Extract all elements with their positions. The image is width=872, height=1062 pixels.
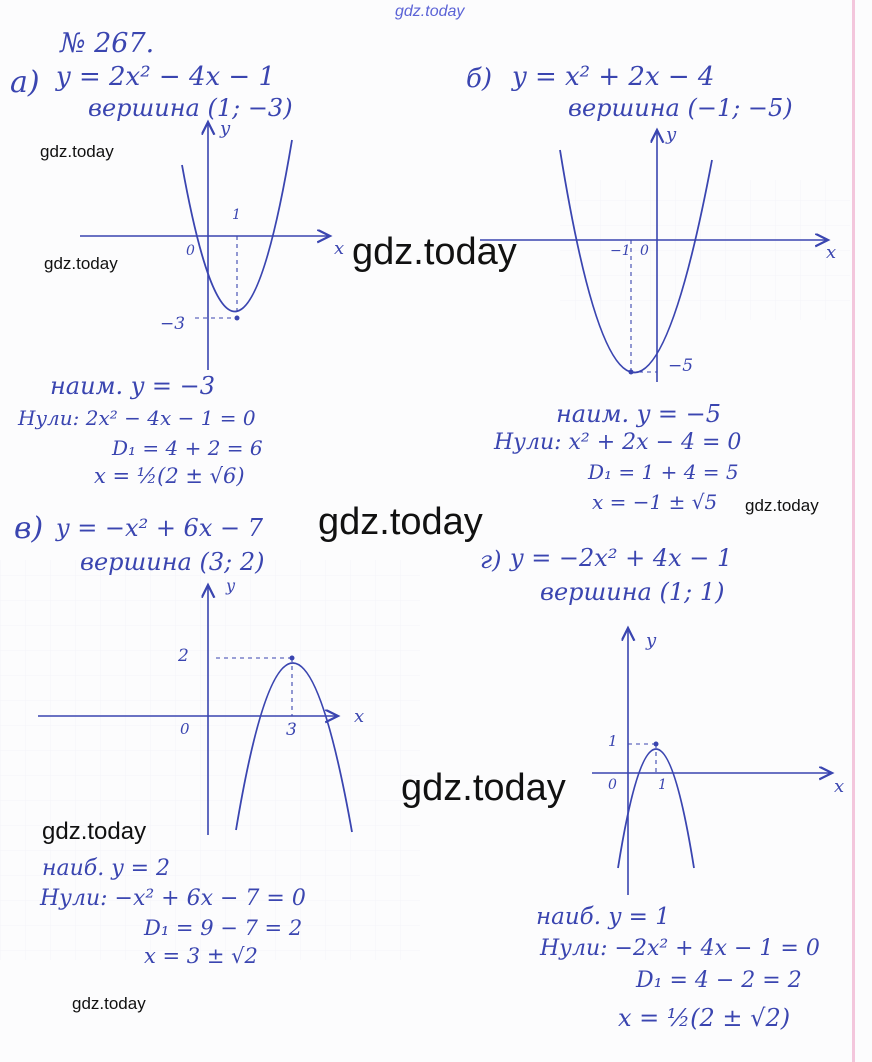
part-v-extreme: наиб. y = 2 <box>42 856 171 881</box>
graph-v-tick-y: 2 <box>178 646 189 666</box>
graph-v-vertex-point <box>290 656 295 661</box>
graph-a-tick-x: 1 <box>232 207 241 223</box>
graph-g-tick-x: 1 <box>658 777 667 793</box>
watermark: gdz.today <box>42 818 147 845</box>
graph-a <box>80 118 330 370</box>
part-g-zeros: Нули: −2x² + 4x − 1 = 0 <box>540 936 820 961</box>
graph-a-tick-y: −3 <box>160 314 186 334</box>
part-a-label: а) <box>10 65 40 100</box>
part-b-roots: x = −1 ± √5 <box>592 490 718 514</box>
graph-b-origin: 0 <box>640 243 649 259</box>
graph-g-origin: 0 <box>608 777 617 793</box>
graph-b-parabola <box>560 150 712 376</box>
graph-b-x-label: x <box>826 242 837 263</box>
part-g-roots: x = ½(2 ± √2) <box>618 1004 791 1032</box>
graph-b-vertex-point <box>629 370 634 375</box>
graph-g <box>592 628 832 895</box>
part-g-vertex: вершина (1; 1) <box>540 578 725 606</box>
graph-a-vertex-point <box>235 316 240 321</box>
part-a-extreme: наим. y = −3 <box>50 372 216 400</box>
watermark: gdz.today <box>44 254 118 273</box>
watermark-large: gdz.today <box>352 231 517 273</box>
watermark-large: gdz.today <box>401 767 566 809</box>
part-g-equation: y = −2x² + 4x − 1 <box>510 544 733 572</box>
part-b-label: б) <box>466 64 493 94</box>
graph-v-tick-x: 3 <box>286 720 297 740</box>
part-a-zeros: Нули: 2x² − 4x − 1 = 0 <box>18 406 256 430</box>
graph-v-parabola <box>236 663 352 832</box>
watermark-large: gdz.today <box>318 501 483 543</box>
graph-g-y-label: y <box>646 630 657 651</box>
graph-v <box>38 585 352 835</box>
part-b-equation: y = x² + 2x − 4 <box>512 62 715 92</box>
part-a-equation: y = 2x² − 4x − 1 <box>56 62 276 92</box>
graph-v-x-label: x <box>354 706 365 727</box>
watermark: gdz.today <box>40 142 114 161</box>
part-a-roots: x = ½(2 ± √6) <box>94 464 245 488</box>
graph-g-parabola <box>618 749 694 868</box>
part-b-vertex: вершина (−1; −5) <box>568 94 793 122</box>
part-g-discriminant: D₁ = 4 − 2 = 2 <box>636 968 802 993</box>
part-v-roots: x = 3 ± √2 <box>144 944 258 968</box>
watermark-top: gdz.today <box>395 3 465 20</box>
part-g-label: г) <box>480 546 502 574</box>
graph-b-tick-x: −1 <box>610 243 631 259</box>
graph-g-vertex-point <box>654 742 659 747</box>
graph-b-tick-y: −5 <box>668 356 694 376</box>
watermark: gdz.today <box>745 496 819 515</box>
part-b-extreme: наим. y = −5 <box>556 400 722 428</box>
graph-g-tick-y: 1 <box>608 732 618 750</box>
watermark: gdz.today <box>72 994 146 1013</box>
part-v-discriminant: D₁ = 9 − 7 = 2 <box>144 916 303 940</box>
problem-number: № 267. <box>60 28 155 59</box>
graph-b <box>480 130 828 382</box>
graph-v-origin: 0 <box>180 720 190 738</box>
part-v-zeros: Нули: −x² + 6x − 7 = 0 <box>40 886 306 911</box>
part-v-equation: y = −x² + 6x − 7 <box>56 514 263 542</box>
part-v-vertex: вершина (3; 2) <box>80 548 265 576</box>
part-g-extreme: наиб. y = 1 <box>536 904 670 930</box>
graph-a-origin: 0 <box>186 243 195 259</box>
part-a-vertex: вершина (1; −3) <box>88 94 293 122</box>
part-v-label: в) <box>14 511 44 546</box>
part-a-discriminant: D₁ = 4 + 2 = 6 <box>112 436 263 460</box>
part-b-zeros: Нули: x² + 2x − 4 = 0 <box>494 430 742 455</box>
graph-v-y-label: y <box>226 576 236 595</box>
graph-b-y-label: y <box>666 124 677 145</box>
graph-a-x-label: x <box>334 238 345 259</box>
graph-a-y-label: y <box>220 118 231 139</box>
part-b-discriminant: D₁ = 1 + 4 = 5 <box>588 460 739 484</box>
graph-g-x-label: x <box>834 776 845 797</box>
